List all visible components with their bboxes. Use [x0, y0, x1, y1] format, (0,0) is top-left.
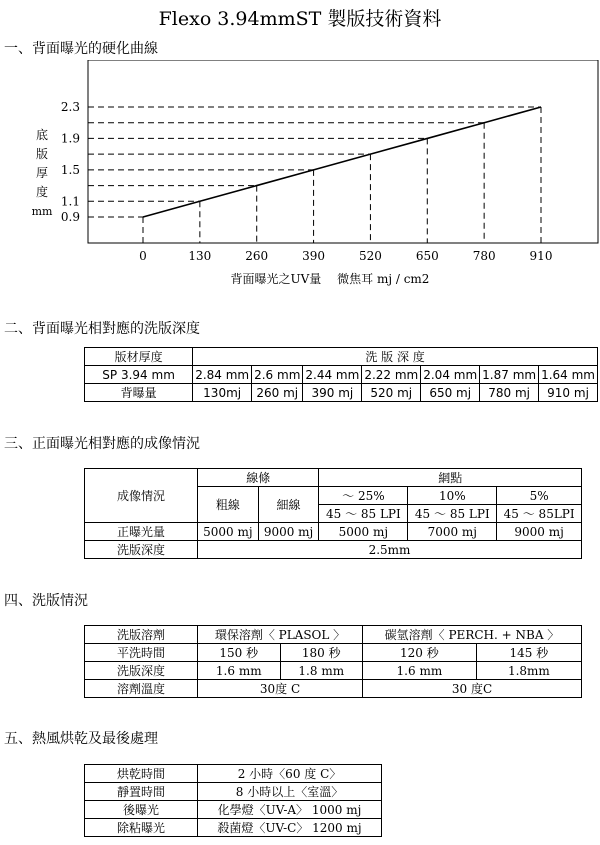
washout-table [84, 625, 582, 698]
cell: 後曝光 [85, 801, 198, 819]
cell: 洗版深度 [85, 541, 198, 559]
cell: 5000 mj [198, 523, 259, 541]
x-axis-label: 背面曝光之UV量 微焦耳 mj / cm2 [230, 272, 430, 286]
cell: 溶劑溫度 [85, 680, 198, 698]
cell: 線條 [198, 469, 319, 487]
x-tick-label: 130 [188, 249, 212, 263]
y-tick-label: 1.5 [60, 162, 80, 177]
cell: 145 秒 [476, 644, 581, 662]
cell: 環保溶劑〈 PLASOL 〉 [198, 626, 363, 644]
x-tick-label: 390 [302, 249, 326, 263]
cell: 版材厚度 [85, 348, 193, 366]
x-tick-label: 780 [472, 249, 496, 263]
cell: 靜置時間 [85, 783, 198, 801]
cell: 5000 mj [319, 523, 408, 541]
section-4-heading: 四、洗版情況 [4, 593, 88, 609]
y-tick-label: 0.9 [60, 210, 80, 224]
plot-frame [88, 60, 598, 243]
x-tick-label: 0 [139, 249, 147, 263]
cell: 1.6 mm [363, 662, 477, 680]
cell: 120 秒 [363, 644, 477, 662]
cell: 除粘曝光 [85, 819, 198, 837]
cell: 2.5mm [198, 541, 582, 559]
cell: 1.8mm [476, 662, 581, 680]
cell: 2.44 mm [303, 366, 362, 384]
cell: 1.6 mm [198, 662, 281, 680]
cell: 650 mj [421, 384, 480, 402]
y-axis-label-char: 底 [35, 128, 49, 142]
cell: 洗版溶劑 [85, 626, 198, 644]
washout-depth-table [84, 347, 598, 402]
cell: 殺菌燈〈UV-C〉 1200 mj [198, 819, 382, 837]
x-tick-label: 520 [358, 249, 382, 263]
cell: 烘乾時間 [85, 765, 198, 783]
cell: 碳氫溶劑〈 PERCH. + NBA 〉 [363, 626, 582, 644]
cell: 5% [497, 487, 582, 505]
cell: 520 mj [362, 384, 421, 402]
section-2-heading: 二、背面曝光相對應的洗版深度 [4, 321, 200, 337]
section-3-heading: 三、正面曝光相對應的成像情況 [4, 436, 200, 452]
section-1-heading: 一、背面曝光的硬化曲線 [4, 41, 158, 57]
cell: 10% [408, 487, 497, 505]
y-axis-label-char: 版 [35, 147, 49, 161]
page-title: Flexo 3.94mmST 製版技術資料 [158, 8, 442, 30]
x-tick-label: 260 [245, 249, 269, 263]
cell: 2.04 mm [421, 366, 480, 384]
cell: 洗 版 深 度 [193, 348, 598, 366]
cell: 背曝量 [85, 384, 193, 402]
cell: 780 mj [480, 384, 539, 402]
y-axis-label-char: 度 [35, 185, 49, 199]
cell: 正曝光量 [85, 523, 198, 541]
imaging-table [84, 468, 582, 559]
cell: 2 小時〈60 度 C〉 [198, 765, 382, 783]
cell: 平洗時間 [85, 644, 198, 662]
cell: 1.8 mm [280, 662, 363, 680]
cell: 1.87 mm [480, 366, 539, 384]
cell: 9000 mj [497, 523, 582, 541]
y-tick-label: 2.3 [60, 100, 80, 114]
cell: 910 mj [539, 384, 598, 402]
cell: ～ 25% [319, 487, 408, 505]
cell: 8 小時以上〈室溫〉 [198, 783, 382, 801]
cell: 2.84 mm [193, 366, 252, 384]
cell: 130mj [193, 384, 252, 402]
section-5-heading: 五、熱風烘乾及最後處理 [4, 731, 158, 747]
y-tick-label: 1.1 [60, 194, 80, 209]
cell: 260 mj [252, 384, 303, 402]
cell: 2.6 mm [252, 366, 303, 384]
cell: SP 3.94 mm [85, 366, 193, 384]
cell: 45 ～ 85 LPI [408, 505, 497, 523]
cell: 成像情況 [85, 469, 198, 523]
series-line [143, 107, 541, 217]
cell: 2.22 mm [362, 366, 421, 384]
cell: 180 秒 [280, 644, 363, 662]
drying-table [84, 764, 382, 837]
cell: 30 度C [363, 680, 582, 698]
y-axis-label-char: 厚 [35, 166, 49, 180]
cell: 30度 C [198, 680, 363, 698]
cell: 45 ～ 85 LPI [319, 505, 408, 523]
x-tick-label: 910 [529, 249, 553, 263]
cell: 1.64 mm [539, 366, 598, 384]
cell: 45 ～ 85LPI [497, 505, 582, 523]
cell: 390 mj [303, 384, 362, 402]
x-tick-label: 650 [415, 249, 439, 263]
hardening-curve-chart [0, 60, 600, 300]
cell: 細線 [258, 487, 319, 523]
cell: 7000 mj [408, 523, 497, 541]
cell: 粗線 [198, 487, 259, 523]
y-tick-label: 1.9 [60, 131, 80, 146]
cell: 洗版深度 [85, 662, 198, 680]
cell: 網點 [319, 469, 582, 487]
y-axis-label-char: mm [31, 205, 53, 218]
cell: 化學燈〈UV-A〉 1000 mj [198, 801, 382, 819]
cell: 150 秒 [198, 644, 281, 662]
cell: 9000 mj [258, 523, 319, 541]
plot-area [61, 60, 598, 263]
